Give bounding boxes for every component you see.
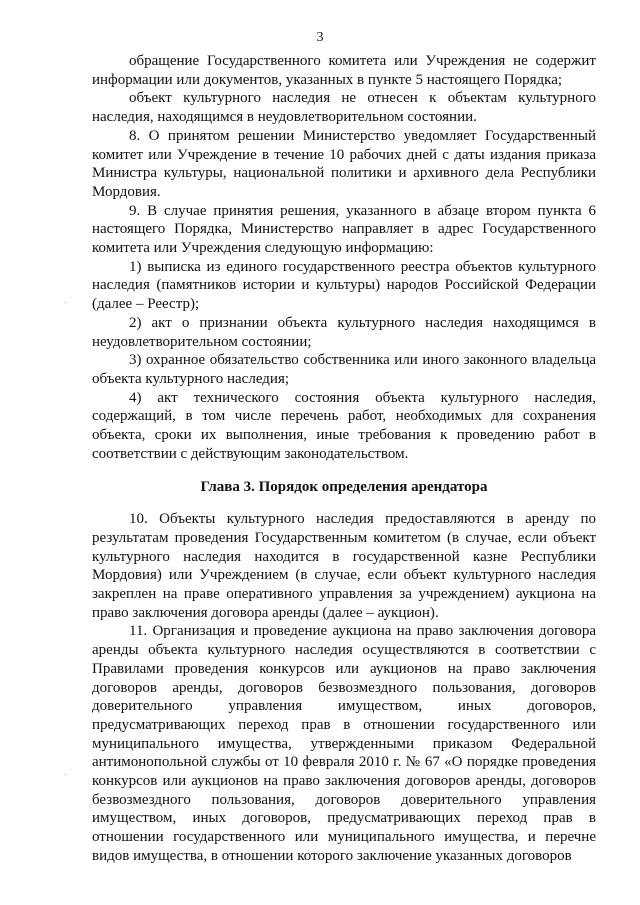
document-body [92, 52, 596, 866]
paragraph: обращение Государственного комитета или Учреждения не содержит информации или документов, указанных в пункте 5 настоящего Порядка; [92, 53, 596, 88]
paragraph: 9. В случае принятия решения, указанного в абзаце втором пункта 6 настоящего Порядка, Министерство направляет в адрес Государственного комитета или Учреждения следующую информацию: [92, 202, 596, 257]
paragraph: объект культурного наследия не отнесен к объектам культурного наследия, находящимся в неудовлетворительном состоянии. [92, 90, 596, 126]
paragraph: 8. О принятом решении Министерство уведомляет Государственный комитет или Учреждение в течение 10 рабочих дней с даты издания приказа Министра культуры, национальной политики и архивного дела Республики Мордовия. [92, 127, 596, 200]
paragraph: 10. Объекты культурного наследия предоставляются в аренду по результатам проведения Государственным комитетом (в случае, если объект культурного наследия находится в государственной казне Республики Мордовия) или Учреждением (в случае, если объект культурного наследия закреплен на праве оперативного управления за учреждением) аукциона на право заключения договора аренды (далее – аукцион). [92, 511, 596, 621]
margin-mark: · [64, 770, 68, 781]
chapter-heading: Глава 3. Порядок определения арендатора [200, 479, 488, 496]
list-item: 3) охранное обязательство собственника или иного законного владельца объекта культурного наследия; [92, 352, 596, 387]
margin-mark: · [64, 298, 68, 309]
paragraph: 11. Организация и проведение аукциона на право заключения договора аренды объекта культурного наследия осуществляются в соответствии с Правилами проведения конкурсов или аукционов на право заключения договоров аренды, договоров безвозмездного пользования, договоров доверительного управления имуществом, иных договоров, предусматривающих переход прав в отношении государственного или муниципального имущества, утвержденными приказом Федеральной антимонопольной службы от 10 февраля 2010 г. № 67 «О порядке проведения конкурсов или аукционов на право заключения договоров аренды, договоров безвозмездного пользования, договоров доверительного управления имуществом, иных договоров, предусматривающих переход прав в отношении государственного или муниципального имущества, и перечне видов имущества, в отношении которого заключение указанных договоров [92, 623, 596, 864]
page-number: 3 [316, 30, 324, 45]
list-item: 4) акт технического состояния объекта культурного наследия, содержащий, в том числе перечень работ, необходимых для сохранения объекта, сроки их выполнения, иные требования к проведению работ в соответствии с действующим законодательством. [92, 389, 596, 462]
list-item: 1) выписка из единого государственного реестра объектов культурного наследия (памятников истории и культуры) народов Российской Федерации (далее – Реестр); [92, 258, 596, 313]
list-item: 2) акт о признании объекта культурного наследия находящимся в неудовлетворительном состоянии; [92, 314, 596, 350]
